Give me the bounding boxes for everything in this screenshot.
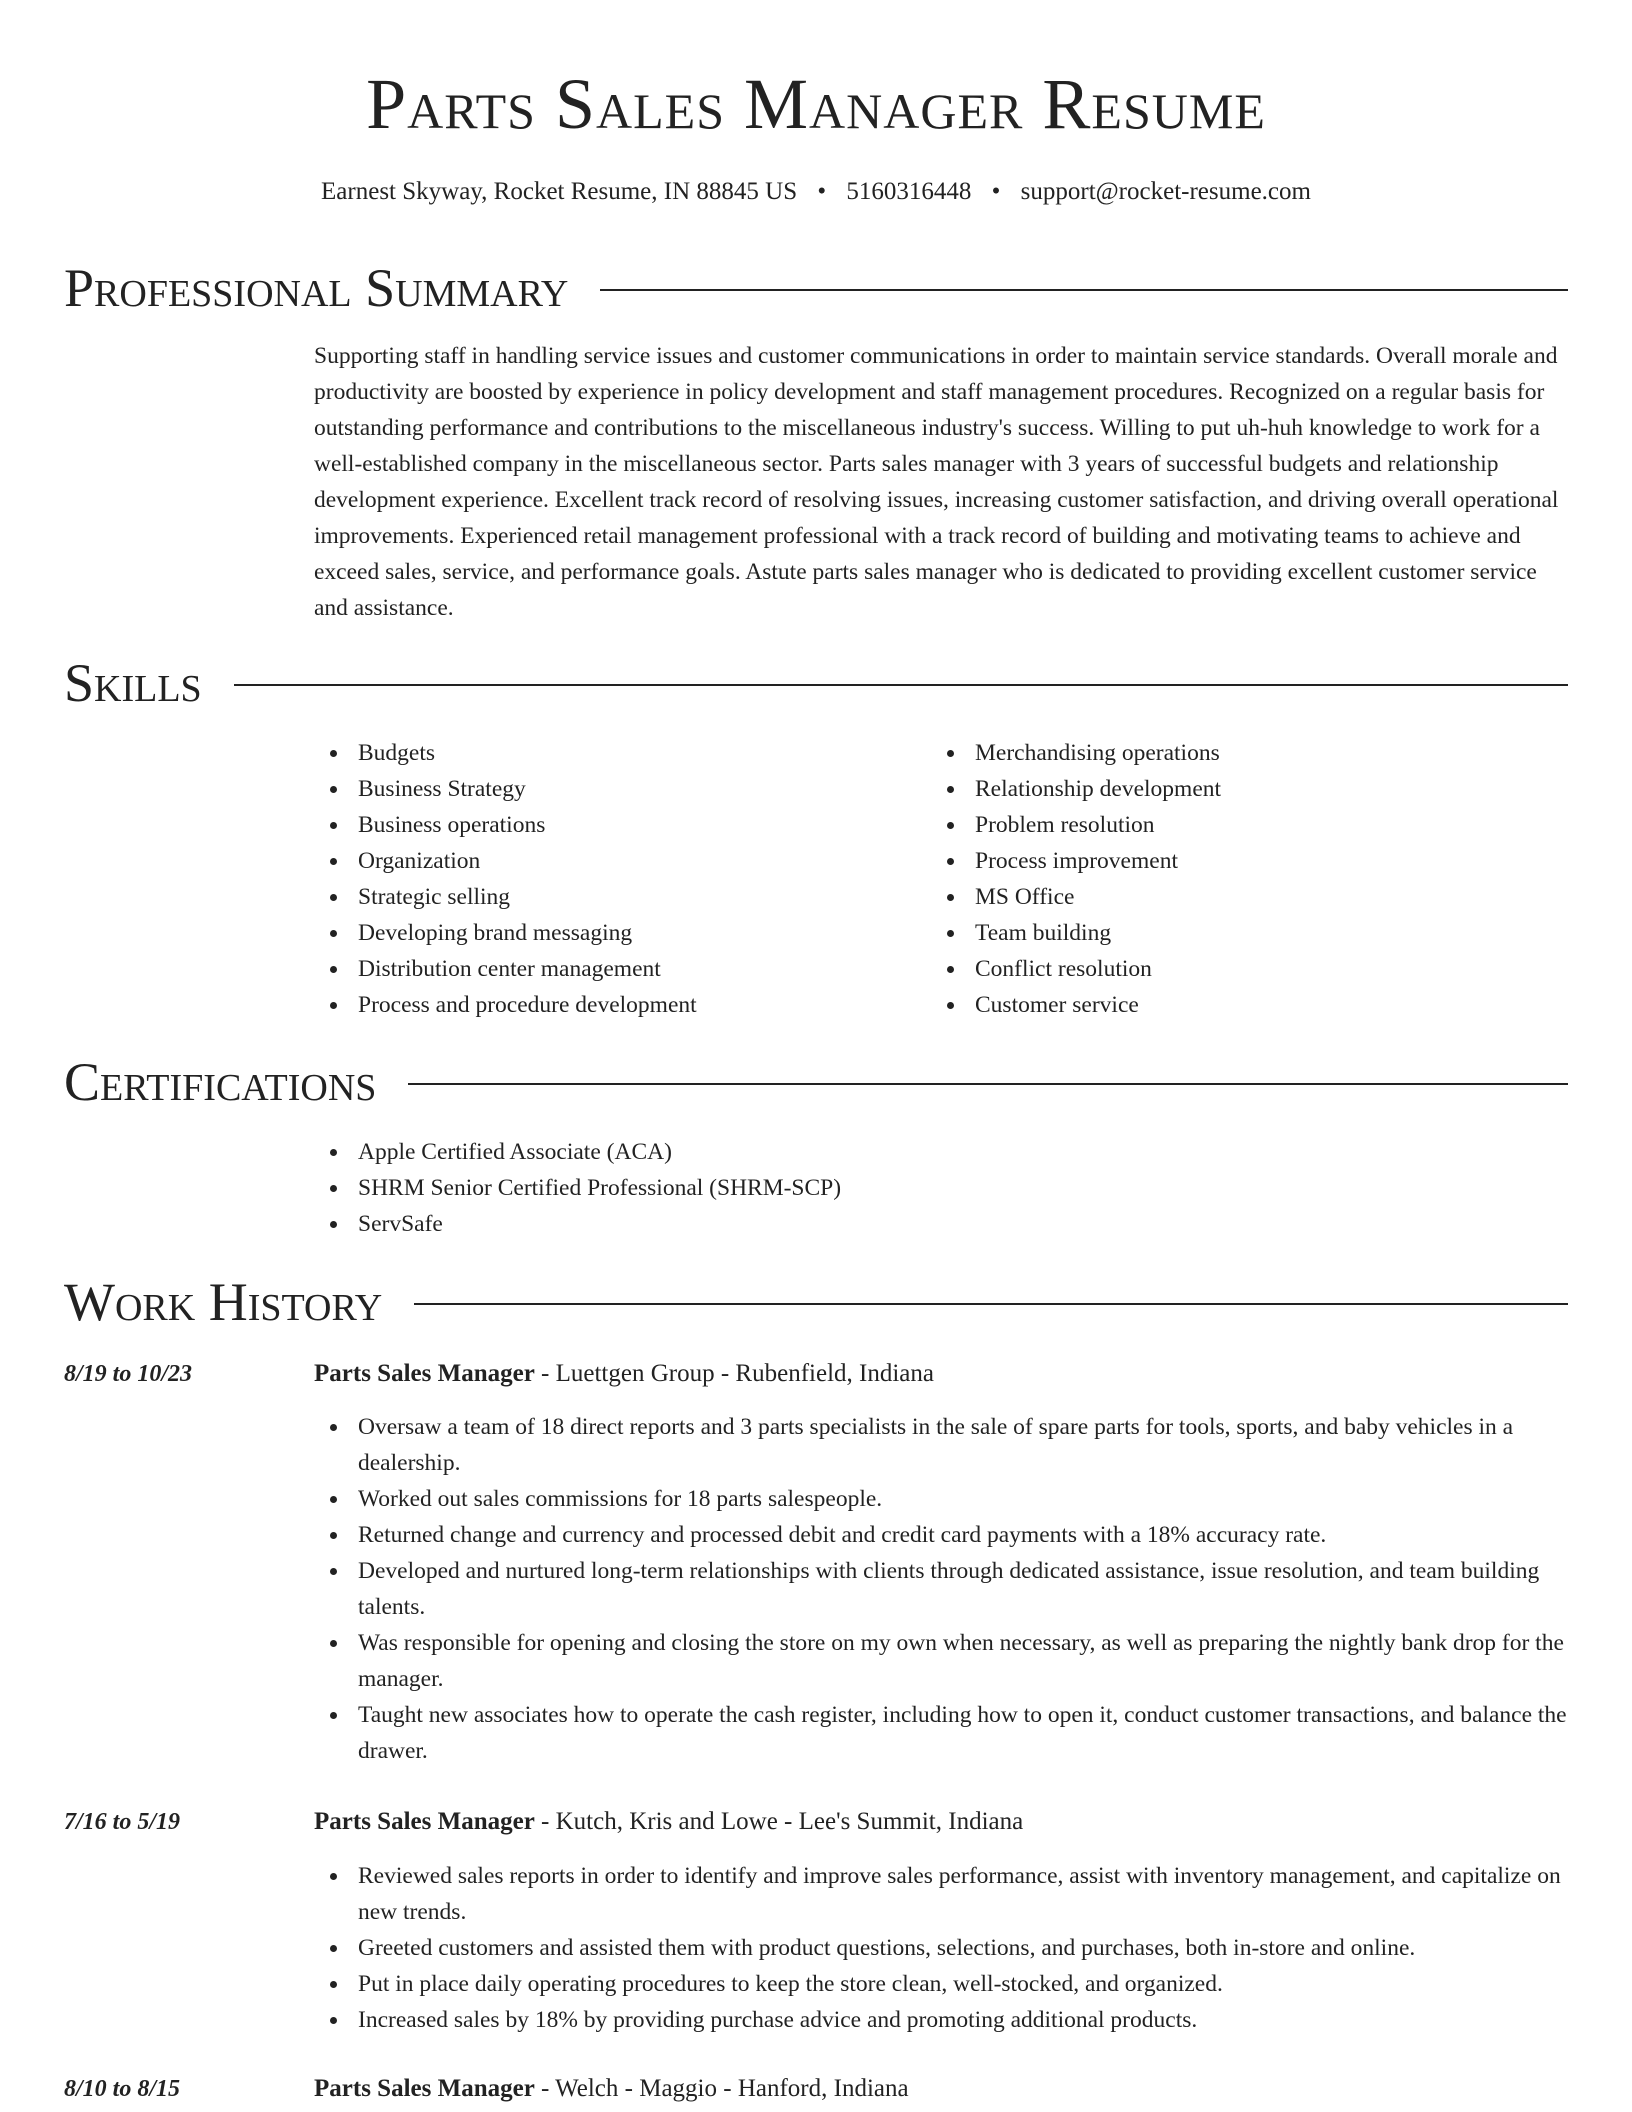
list-item: Returned change and currency and processed debit and credit card payments with a 18% accuracy rate. — [314, 1517, 1570, 1553]
section-divider — [414, 1303, 1568, 1305]
certifications-heading: Certifications — [64, 1052, 377, 1112]
summary-heading: Professional Summary — [64, 258, 569, 318]
contact-line — [0, 172, 1632, 212]
job-employer-location: - Welch - Maggio - Hanford, Indiana — [534, 2075, 909, 2102]
job-title: Parts Sales Manager — [314, 1808, 535, 1835]
section-divider — [234, 684, 1568, 686]
summary-text: Supporting staff in handling service issues and customer communications in order to maintain service standards. Overall morale and productivity are boosted by experience in policy development and staff management procedures. Recognized on a regular basis for outstanding performance and contributions to the miscellaneous industry's success. Willing to put uh-huh knowledge to work for a well-established company in the miscellaneous sector. Parts sales manager with 3 years of successful budgets and relationship development experience. Excellent track record of resolving issues, increasing customer satisfaction, and driving overall operational improvements. Experienced retail management professional with a track record of building and motivating teams to achieve and exceed sales, service, and performance goals. Astute parts sales manager who is dedicated to providing excellent customer service and assistance. — [314, 343, 1559, 621]
list-item: Oversaw a team of 18 direct reports and 3 parts specialists in the sale of spare parts for tools, sports, and baby vehicles in a dealership. — [314, 1409, 1570, 1481]
summary-section-header — [64, 256, 1568, 320]
contact-email: support@rocket-resume.com — [1020, 178, 1311, 205]
job-heading — [314, 1356, 934, 1392]
section-divider — [408, 1083, 1568, 1085]
job-bullet-list — [314, 1858, 1570, 2038]
list-item: Conflict resolution — [931, 951, 1531, 987]
skills-list-left — [314, 735, 914, 1023]
list-item: Relationship development — [931, 771, 1531, 807]
list-item: SHRM Senior Certified Professional (SHRM-SCP) — [314, 1170, 1314, 1206]
contact-separator: • — [991, 178, 1001, 205]
work-history-section-header — [64, 1270, 1568, 1334]
list-item: Taught new associates how to operate the cash register, including how to open it, conduct customer transactions, and balance the drawer. — [314, 1697, 1570, 1769]
contact-separator: • — [817, 178, 827, 205]
list-item: ServSafe — [314, 1206, 1314, 1242]
work-history-heading: Work History — [64, 1272, 383, 1332]
list-item: Budgets — [314, 735, 914, 771]
list-item: Strategic selling — [314, 879, 914, 915]
skills-list-right — [931, 735, 1531, 1023]
list-item: Team building — [931, 915, 1531, 951]
list-item: Worked out sales commissions for 18 parts salespeople. — [314, 1481, 1570, 1517]
list-item: Process improvement — [931, 843, 1531, 879]
job-title: Parts Sales Manager — [314, 2075, 535, 2102]
section-divider — [600, 289, 1568, 291]
job-employer-location: - Luettgen Group - Rubenfield, Indiana — [534, 1360, 934, 1387]
list-item: Put in place daily operating procedures to keep the store clean, well-stocked, and organized. — [314, 1966, 1570, 2002]
skills-heading: Skills — [64, 653, 202, 713]
list-item: Greeted customers and assisted them with product questions, selections, and purchases, both in-store and online. — [314, 1930, 1570, 1966]
list-item: Was responsible for opening and closing the store on my own when necessary, as well as preparing the nightly bank drop for the manager. — [314, 1625, 1570, 1697]
list-item: Apple Certified Associate (ACA) — [314, 1134, 1314, 1170]
certifications-section-header — [64, 1050, 1568, 1114]
list-item: Customer service — [931, 987, 1531, 1023]
list-item: Process and procedure development — [314, 987, 914, 1023]
list-item: Increased sales by 18% by providing purchase advice and promoting additional products. — [314, 2002, 1570, 2038]
list-item: Developing brand messaging — [314, 915, 914, 951]
list-item: Organization — [314, 843, 914, 879]
list-item: Business operations — [314, 807, 914, 843]
job-title: Parts Sales Manager — [314, 1360, 535, 1387]
job-dates: 8/19 to 10/23 — [64, 1361, 193, 1387]
job-heading — [314, 1804, 1023, 1840]
list-item: Distribution center management — [314, 951, 914, 987]
job-dates: 7/16 to 5/19 — [64, 1809, 181, 1835]
list-item: Problem resolution — [931, 807, 1531, 843]
list-item: Developed and nurtured long-term relationships with clients through dedicated assistance, issue resolution, and team building talents. — [314, 1553, 1570, 1625]
job-bullet-list — [314, 1409, 1570, 1769]
certifications-list — [314, 1134, 1314, 1242]
job-heading — [314, 2071, 909, 2107]
skills-section-header — [64, 651, 1568, 715]
list-item: Business Strategy — [314, 771, 914, 807]
contact-address: Earnest Skyway, Rocket Resume, IN 88845 US — [321, 178, 798, 205]
job-dates: 8/10 to 8/15 — [64, 2076, 181, 2102]
list-item: MS Office — [931, 879, 1531, 915]
page-title: Parts Sales Manager Resume — [366, 64, 1266, 144]
list-item: Reviewed sales reports in order to identify and improve sales performance, assist with inventory management, and capitalize on new trends. — [314, 1858, 1570, 1930]
list-item: Merchandising operations — [931, 735, 1531, 771]
contact-phone: 5160316448 — [846, 178, 972, 205]
job-employer-location: - Kutch, Kris and Lowe - Lee's Summit, Indiana — [534, 1808, 1024, 1835]
